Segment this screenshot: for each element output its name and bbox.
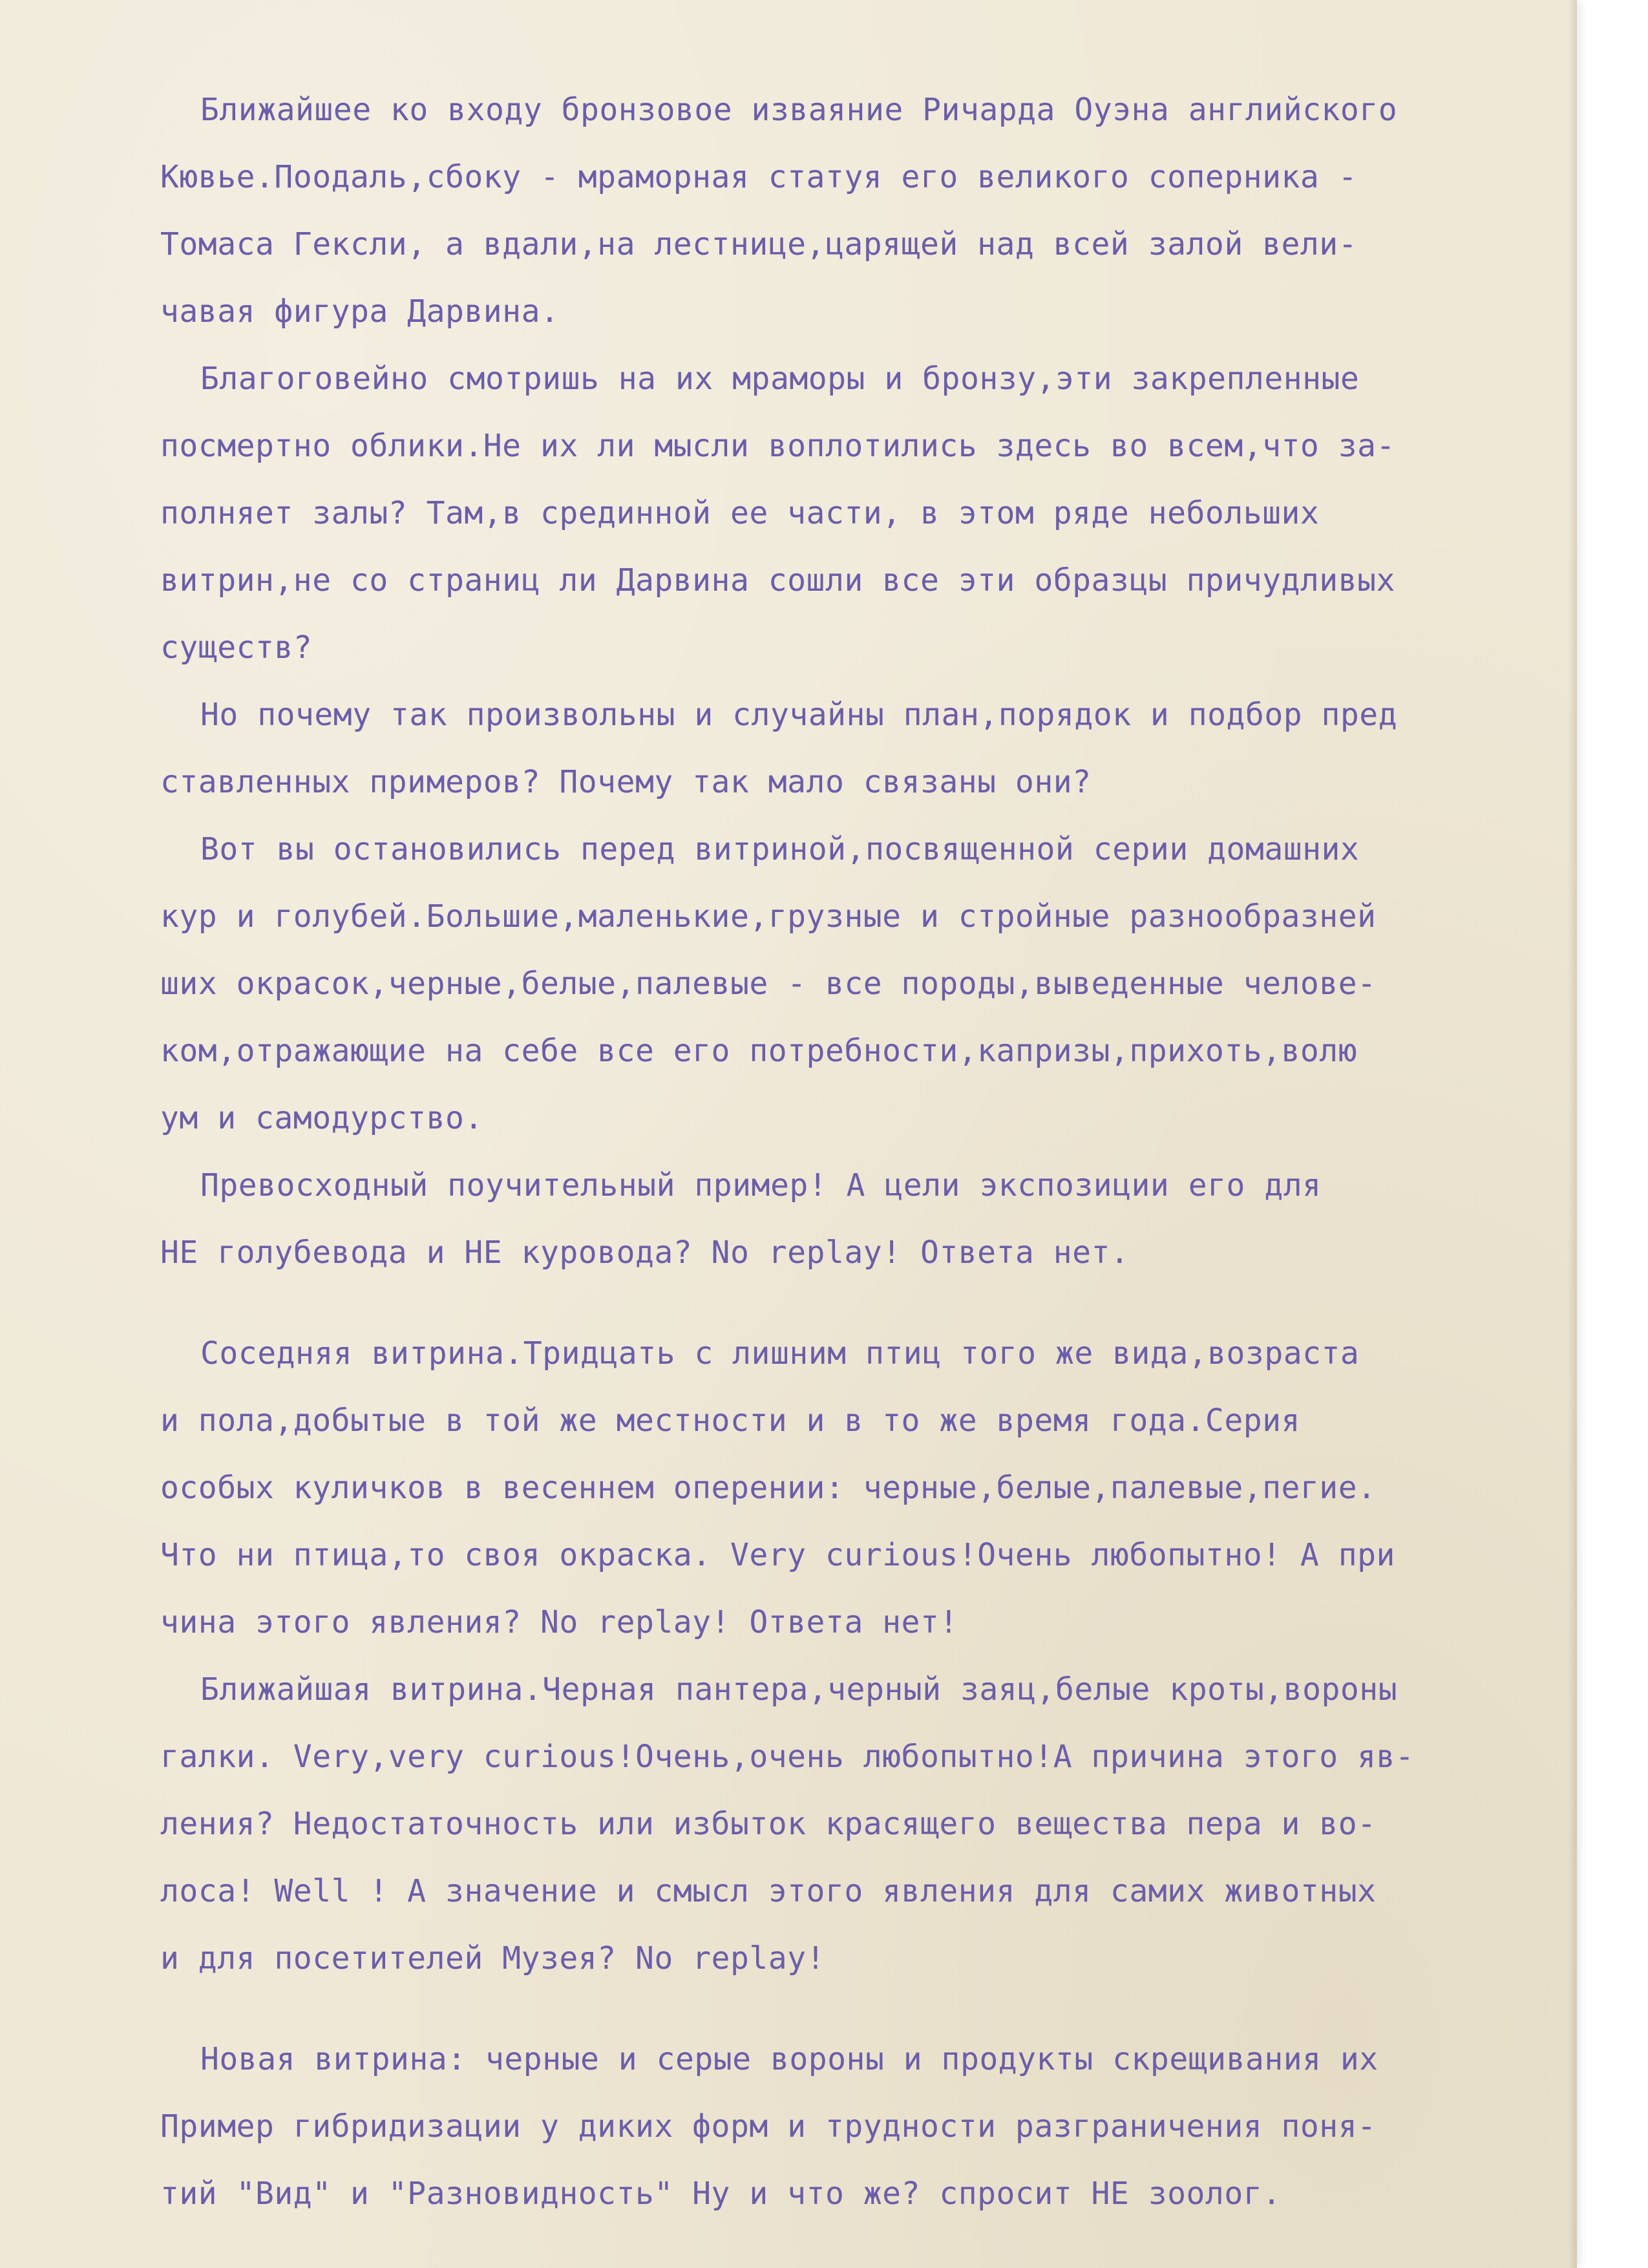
text-line: существ? <box>160 630 313 666</box>
text-line: витрин,не со страниц ли Дарвина сошли все эти образцы причудливых <box>160 562 1395 599</box>
paragraph <box>160 2026 1569 2227</box>
paragraph <box>160 345 1569 681</box>
text-line: лоса! Well ! А значение и смысл этого явления для самих животных <box>160 1873 1377 1909</box>
text-line: ставленных примеров? Почему так мало связаны они? <box>160 764 1092 800</box>
text-line: посмертно облики.Не их ли мысли воплотились здесь во всем,что за- <box>160 428 1395 464</box>
text-line: Превосходный поучительный пример! А цели экспозиции его для <box>200 1167 1322 1203</box>
paragraph <box>160 816 1569 1152</box>
text-line: и для посетителей Музея? No replay! <box>160 1940 825 1977</box>
text-line: чина этого явления? No replay! Ответа нет! <box>160 1604 958 1640</box>
paragraph <box>160 76 1569 345</box>
paragraph-gap <box>160 1286 1569 1320</box>
paragraph <box>160 681 1569 816</box>
text-line: ком,отражающие на себе все его потребности,капризы,прихоть,волю <box>160 1033 1358 1069</box>
text-line: Пример гибридизации у диких форм и трудности разграничения поня- <box>160 2108 1377 2145</box>
text-line: ления? Недостаточность или избыток красящего вещества пера и во- <box>160 1806 1377 1842</box>
paragraph <box>160 1320 1569 1656</box>
text-line: галки. Very,very curious!Очень,очень любопытно!А причина этого яв- <box>160 1739 1415 1775</box>
text-line: ших окрасок,черные,белые,палевые - все породы,выведенные челове- <box>160 966 1377 1002</box>
text-line: Что ни птица,то своя окраска. Very curious!Очень любопытно! А при <box>160 1537 1395 1573</box>
text-line: НЕ голубевода и НЕ куровода? No replay! Ответа нет. <box>160 1235 1130 1271</box>
text-line: ум и самодурство. <box>160 1100 483 1136</box>
text-line: Но почему так произвольны и случайны план,порядок и подбор пред <box>200 697 1398 733</box>
text-line: Кювье.Поодаль,сбоку - мраморная статуя его великого соперника - <box>160 159 1358 195</box>
text-line: полняет залы? Там,в срединной ее части, в этом ряде небольших <box>160 495 1320 531</box>
text-line: и пола,добытые в той же местности и в то же время года.Серия <box>160 1403 1300 1439</box>
text-line: Ближайшая витрина.Черная пантера,черный заяц,белые кроты,вороны <box>200 1671 1398 1708</box>
paragraph-gap <box>160 1992 1569 2026</box>
text-line: Соседняя витрина.Тридцать с лишним птиц того же вида,возраста <box>200 1335 1360 1372</box>
text-line: Новая витрина: черные и серые вороны и продукты скрещивания их <box>200 2041 1379 2077</box>
paragraph <box>160 1152 1569 1286</box>
text-line: Вот вы остановились перед витриной,посвященной серии домашних <box>200 831 1360 867</box>
text-line: чавая фигура Дарвина. <box>160 293 560 330</box>
paper-edge-shadow <box>1568 0 1577 2268</box>
text-line: тий "Вид" и "Разновидность" Ну и что же? спросит НЕ зоолог. <box>160 2176 1282 2212</box>
text-line: особых куличков в весеннем оперении: черные,белые,палевые,пегие. <box>160 1470 1377 1506</box>
text-line: Благоговейно смотришь на их мраморы и бронзу,эти закрепленные <box>200 361 1360 397</box>
text-line: Ближайшее ко входу бронзовое изваяние Ричарда Оуэна английского <box>200 92 1398 128</box>
text-line: Томаса Гексли, а вдали,на лестнице,царящей над всей залой вели- <box>160 226 1358 262</box>
typewritten-text <box>160 76 1569 2227</box>
text-line: кур и голубей.Большие,маленькие,грузные и стройные разнообразней <box>160 898 1377 935</box>
paragraph <box>160 1656 1569 1992</box>
